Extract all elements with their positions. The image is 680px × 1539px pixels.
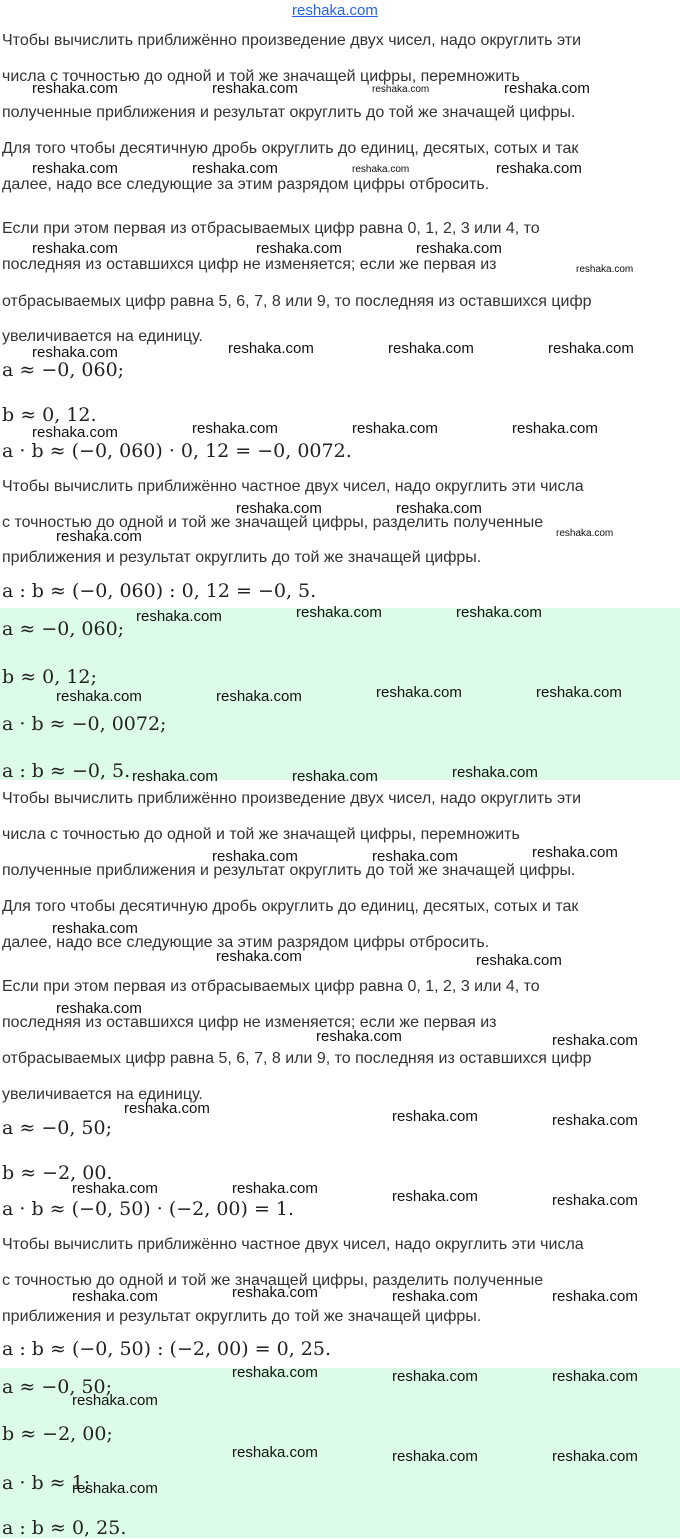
watermark: reshaka.com xyxy=(216,948,302,965)
digit-rule-line-3: отбрасываемых цифр равна 5, 6, 7, 8 или 9, то последняя из оставшихся цифр xyxy=(2,1050,592,1067)
digit-rule-line-2: последняя из оставшихся цифр не изменяется; если же первая из xyxy=(2,1014,497,1031)
watermark: reshaka.com xyxy=(72,1288,158,1305)
watermark: reshaka.com xyxy=(392,1368,478,1385)
watermark: reshaka.com xyxy=(576,264,634,275)
product-rule-line-2: числа с точностью до одной и той же значащей цифры, перемножить xyxy=(2,68,520,85)
watermark: reshaka.com xyxy=(316,1028,402,1045)
watermark: reshaka.com xyxy=(256,240,342,257)
watermark: reshaka.com xyxy=(72,1180,158,1197)
watermark: reshaka.com xyxy=(124,1100,210,1117)
a-approx: a ≈ −0, 060; xyxy=(2,359,125,381)
round-rule-line-2: далее, надо все следующие за этим разрядом цифры отбросить. xyxy=(2,176,490,193)
quotient-rule-line-2: с точностью до одной и той же значащей цифры, разделить полученные xyxy=(2,1272,544,1289)
watermark: reshaka.com xyxy=(232,1284,318,1301)
quotient-rule-line-1: Чтобы вычислить приближённо частное двух чисел, надо округлить эти числа xyxy=(2,1236,584,1253)
product-rule-line-1: Чтобы вычислить приближённо произведение двух чисел, надо округлить эти xyxy=(2,32,582,49)
watermark: reshaka.com xyxy=(232,1180,318,1197)
product-rule-line-3: полученные приближения и результат округлить до той же значащей цифры. xyxy=(2,862,576,879)
answer-b: b ≈ 0, 12; xyxy=(2,666,97,688)
digit-rule-line-2: последняя из оставшихся цифр не изменяется; если же первая из xyxy=(2,256,497,273)
site-link[interactable] xyxy=(292,2,378,19)
watermark: reshaka.com xyxy=(552,1288,638,1305)
watermark: reshaka.com xyxy=(452,764,538,781)
product-rule-line-1: Чтобы вычислить приближённо произведение двух чисел, надо округлить эти xyxy=(2,790,582,807)
watermark: reshaka.com xyxy=(552,1368,638,1385)
product-calc: a · b ≈ (−0, 060) · 0, 12 = −0, 0072. xyxy=(2,440,352,462)
watermark: reshaka.com xyxy=(212,848,298,865)
watermark: reshaka.com xyxy=(496,160,582,177)
watermark: reshaka.com xyxy=(536,684,622,701)
watermark: reshaka.com xyxy=(292,768,378,785)
digit-rule-line-4: увеличивается на единицу. xyxy=(2,1086,203,1103)
watermark: reshaka.com xyxy=(228,340,314,357)
watermark: reshaka.com xyxy=(392,1288,478,1305)
watermark: reshaka.com xyxy=(236,500,322,517)
product-rule-line-2: числа с точностью до одной и той же значащей цифры, перемножить xyxy=(2,826,520,843)
watermark: reshaka.com xyxy=(512,420,598,437)
watermark: reshaka.com xyxy=(456,604,542,621)
quotient-rule-line-3: приближения и результат округлить до той же значащей цифры. xyxy=(2,1308,482,1325)
watermark: reshaka.com xyxy=(504,80,590,97)
watermark: reshaka.com xyxy=(136,608,222,625)
quotient-calc: a : b ≈ (−0, 50) : (−2, 00) = 0, 25. xyxy=(2,1338,332,1360)
watermark: reshaka.com xyxy=(192,160,278,177)
round-rule-line-2: далее, надо все следующие за этим разрядом цифры отбросить. xyxy=(2,934,490,951)
watermark: reshaka.com xyxy=(392,1188,478,1205)
watermark: reshaka.com xyxy=(556,528,614,539)
digit-rule-line-4: увеличивается на единицу. xyxy=(2,328,203,345)
product-calc: a · b ≈ (−0, 50) · (−2, 00) = 1. xyxy=(2,1198,295,1220)
answer-quotient: a : b ≈ −0, 5. xyxy=(2,760,131,782)
watermark: reshaka.com xyxy=(72,1480,158,1497)
site-link-text[interactable]: reshaka.com xyxy=(292,2,378,19)
watermark: reshaka.com xyxy=(552,1112,638,1129)
quotient-rule-line-1: Чтобы вычислить приближённо частное двух чисел, надо округлить эти числа xyxy=(2,478,584,495)
watermark: reshaka.com xyxy=(32,424,118,441)
answer-a: a ≈ −0, 060; xyxy=(2,618,125,640)
answer-product: a · b ≈ 1; xyxy=(2,1472,91,1494)
b-approx: b ≈ 0, 12. xyxy=(2,404,97,426)
round-rule-line-1: Для того чтобы десятичную дробь округлить до единиц, десятых, сотых и так xyxy=(2,140,579,157)
digit-rule-line-3: отбрасываемых цифр равна 5, 6, 7, 8 или 9, то последняя из оставшихся цифр xyxy=(2,293,592,310)
product-rule-line-3: полученные приближения и результат округлить до той же значащей цифры. xyxy=(2,104,576,121)
watermark: reshaka.com xyxy=(56,1000,142,1017)
watermark: reshaka.com xyxy=(56,688,142,705)
quotient-rule-line-3: приближения и результат округлить до той же значащей цифры. xyxy=(2,549,482,566)
watermark: reshaka.com xyxy=(476,952,562,969)
digit-rule-line-1: Если при этом первая из отбрасываемых цифр равна 0, 1, 2, 3 или 4, то xyxy=(2,978,540,995)
watermark: reshaka.com xyxy=(32,240,118,257)
round-rule-line-1: Для того чтобы десятичную дробь округлить до единиц, десятых, сотых и так xyxy=(2,898,579,915)
watermark: reshaka.com xyxy=(352,164,410,175)
watermark: reshaka.com xyxy=(396,500,482,517)
watermark: reshaka.com xyxy=(212,80,298,97)
watermark: reshaka.com xyxy=(392,1448,478,1465)
watermark: reshaka.com xyxy=(416,240,502,257)
digit-rule-line-1: Если при этом первая из отбрасываемых цифр равна 0, 1, 2, 3 или 4, то xyxy=(2,220,540,237)
watermark: reshaka.com xyxy=(32,160,118,177)
answer-b: b ≈ −2, 00; xyxy=(2,1423,113,1445)
watermark: reshaka.com xyxy=(548,340,634,357)
watermark: reshaka.com xyxy=(216,688,302,705)
watermark: reshaka.com xyxy=(232,1444,318,1461)
watermark: reshaka.com xyxy=(552,1192,638,1209)
watermark: reshaka.com xyxy=(132,768,218,785)
a-approx: a ≈ −0, 50; xyxy=(2,1117,112,1139)
watermark: reshaka.com xyxy=(352,420,438,437)
watermark: reshaka.com xyxy=(232,1364,318,1381)
answer-a: a ≈ −0, 50; xyxy=(2,1376,112,1398)
watermark: reshaka.com xyxy=(388,340,474,357)
quotient-rule-line-2: с точностью до одной и той же значащей цифры, разделить полученные xyxy=(2,514,544,531)
watermark: reshaka.com xyxy=(32,80,118,97)
watermark: reshaka.com xyxy=(32,344,118,361)
watermark: reshaka.com xyxy=(532,844,618,861)
watermark: reshaka.com xyxy=(376,684,462,701)
watermark: reshaka.com xyxy=(56,528,142,545)
watermark: reshaka.com xyxy=(192,420,278,437)
watermark: reshaka.com xyxy=(392,1108,478,1125)
watermark: reshaka.com xyxy=(552,1448,638,1465)
watermark: reshaka.com xyxy=(372,84,430,95)
watermark: reshaka.com xyxy=(52,920,138,937)
watermark: reshaka.com xyxy=(552,1032,638,1049)
b-approx: b ≈ −2, 00. xyxy=(2,1162,113,1184)
answer-quotient: a : b ≈ 0, 25. xyxy=(2,1517,127,1539)
watermark: reshaka.com xyxy=(72,1392,158,1409)
quotient-calc: a : b ≈ (−0, 060) : 0, 12 = −0, 5. xyxy=(2,580,317,602)
watermark: reshaka.com xyxy=(372,848,458,865)
watermark: reshaka.com xyxy=(296,604,382,621)
answer-product: a · b ≈ −0, 0072; xyxy=(2,713,167,735)
